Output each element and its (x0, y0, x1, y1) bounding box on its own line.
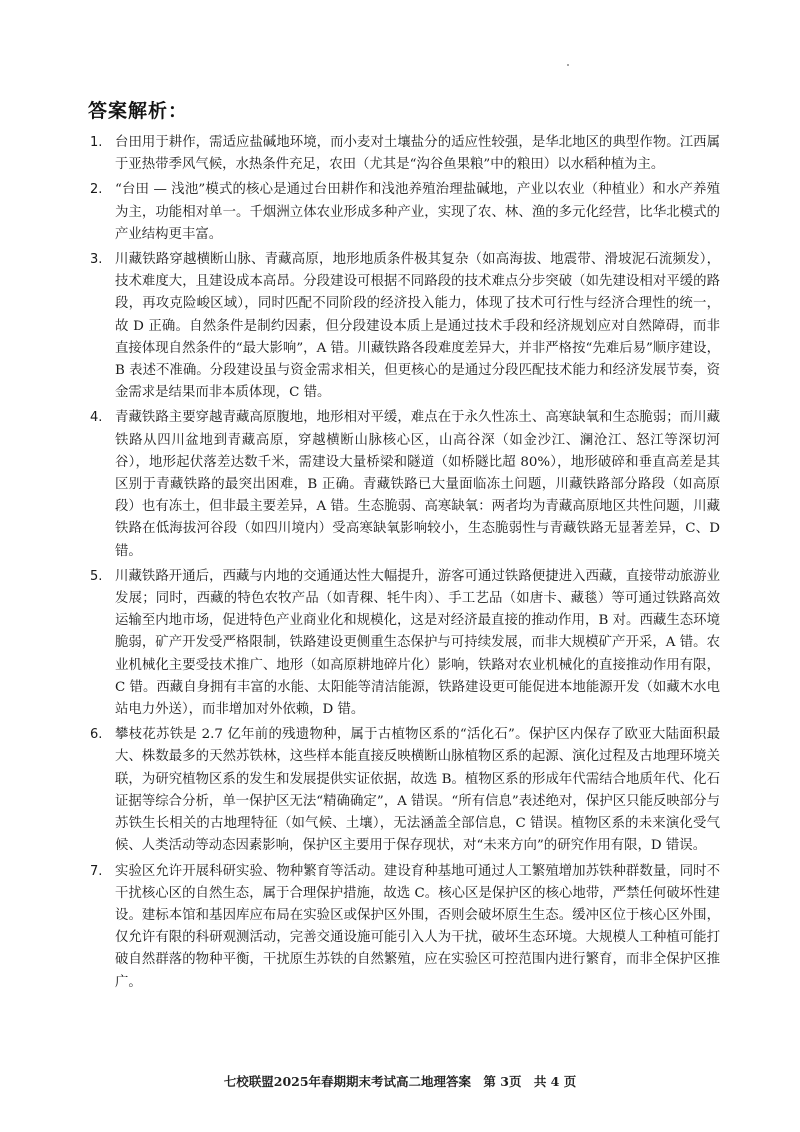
answer-item (88, 566, 720, 721)
answer-text: 川藏铁路穿越横断山脉、青藏高原，地形地质条件极其复杂（如高海拔、地震带、滑坡泥石流频发），技术难度大，且建设成本高昂。分段建设可根据不同路段的技术难点分步突破（如先建设相对平缓的路段，再攻克险峻区域），同时匹配不同阶段的经济投入能力，体现了技术可行性与经济合理性的统一，故 D 正确。自然条件是制约因素，但分段建设本质上是通过技术手段和经济规划应对自然障碍，而非直接体现自然条件的“最大影响”，A 错。川藏铁路各段难度差异大，并非严格按“先难后易”顺序建设，B 表述不准确。分段建设虽与资金需求相关，但更核心的是通过分段匹配技术能力和经济发展节奏，资金需求是结果而非本质体现，C 错。 (115, 252, 720, 401)
footer-page-number: 第 3页 (483, 1074, 522, 1089)
answer-number: 6. (90, 727, 103, 743)
answer-text: 川藏铁路开通后，西藏与内地的交通通达性大幅提升，游客可通过铁路便捷进入西藏，直接带动旅游业发展；同时，西藏的特色农牧产品（如青稞、牦牛肉）、手工艺品（如唐卡、藏毯）等可通过铁路高效运输至内地市场，促进特色产业商业化和规模化，这是对经济最直接的推动作用，B 对。西藏生态环境脆弱，矿产开发受严格限制，铁路建设更侧重生态保护与可持续发展，而非大规模矿产开采，A 错。农业机械化主要受技术推广、地形（如高原耕地碎片化）影响，铁路对农业机械化的直接推动作用有限，C 错。西藏自身拥有丰富的水能、太阳能等清洁能源，铁路建设更可能促进本地能源开发（如藏木水电站电力外送），而非增加对外依赖，D 错。 (115, 568, 720, 718)
section-heading: 答案解析： (88, 100, 189, 122)
answer-text: 青藏铁路主要穿越青藏高原腹地，地形相对平缓，难点在于永久性冻土、高寒缺氧和生态脆弱；而川藏铁路从四川盆地到青藏高原，穿越横断山脉核心区，山高谷深（如金沙江、澜沧江、怒江等深切河谷），地形起伏落差达数千米，需建设大量桥梁和隧道（如桥隧比超 80%），地形破碎和垂直高差是其区别于青藏铁路的最突出困难，B 正确。青藏铁路已大量面临冻土问题，川藏铁路部分路段（如高原段）也有冻土，但非最主要差异，A 错。生态脆弱、高寒缺氧：两者均为青藏高原地区共性问题，川藏铁路在低海拔河谷段（如四川境内）受高寒缺氧影响较小，生态脆弱性与青藏铁路无显著差异，C、D 错。 (115, 410, 720, 559)
answer-number: 3. (90, 252, 103, 268)
answer-text: 实验区允许开展科研实验、物种繁育等活动。建设育种基地可通过人工繁殖增加苏铁种群数量，同时不干扰核心区的自然生态，属于合理保护措施，故选 C。核心区是保护区的核心地带，严禁任何破坏性建设。建标本馆和基因库应布局在实验区或保护区外围，否则会破坏原生生态。缓冲区位于核心区外围，仅允许有限的科研观测活动，完善交通设施可能引入人为干扰，破坏生态环境。大规模人工种植可能打破自然群落的物种平衡，干扰原生苏铁的自然繁殖，应在实验区可控范围内进行繁育，而非全保护区推广。 (115, 863, 720, 990)
answer-number: 7. (90, 863, 103, 879)
answer-item (88, 179, 720, 246)
answer-text: “台田 — 浅池”模式的核心是通过台田耕作和浅池养殖治理盐碱地，产业以农业（种植业）和水产养殖为主，功能相对单一。千烟洲立体农业形成多种产业，实现了农、林、渔的多元化经营，比华北模式的产业结构更丰富。 (115, 182, 720, 242)
answer-item (88, 407, 720, 562)
answer-item (88, 861, 720, 994)
footer-total-pages: 共 4 页 (533, 1074, 577, 1089)
answer-number: 2. (90, 182, 103, 198)
answer-item (88, 724, 720, 857)
answer-text: 台田用于耕作，需适应盐碱地环境，而小麦对土壤盐分的适应性较强，是华北地区的典型作物。江西属于亚热带季风气候，水热条件充足，农田（尤其是“沟谷鱼果粮”中的粮田）以水稻种植为主。 (115, 135, 720, 173)
scan-speck (567, 64, 569, 66)
answer-item (88, 249, 720, 404)
footer-title: 七校联盟2025年春期期末考试高二地理答案 (223, 1074, 472, 1089)
answer-number: 1. (90, 135, 103, 150)
answer-text: 攀枝花苏铁是 2.7 亿年前的残遗物种，属于古植物区系的“活化石”。保护区内保存了欧亚大陆面积最大、株数最多的天然苏铁林，这些样本能直接反映横断山脉植物区系的起源、演化过程及古地理环境关联，为研究植物区系的发生和发展提供实证依据，故选 B。植物区系的形成年代需结合地质年代、化石证据等综合分析，单一保护区无法“精确确定”，A 错误。“所有信息”表述绝对，保护区只能反映部分与苏铁生长相关的古地理特征（如气候、土壤），无法涵盖全部信息，C 错误。植物区系的未来演化受气候、人类活动等动态因素影响，保护区主要用于保存现状，对“未来方向”的研究作用有限，D 错误。 (115, 727, 720, 854)
answer-item (88, 132, 720, 176)
page-footer (0, 1072, 800, 1090)
answer-number: 4. (90, 410, 103, 426)
answer-number: 5. (90, 568, 103, 584)
answer-list (88, 132, 720, 997)
